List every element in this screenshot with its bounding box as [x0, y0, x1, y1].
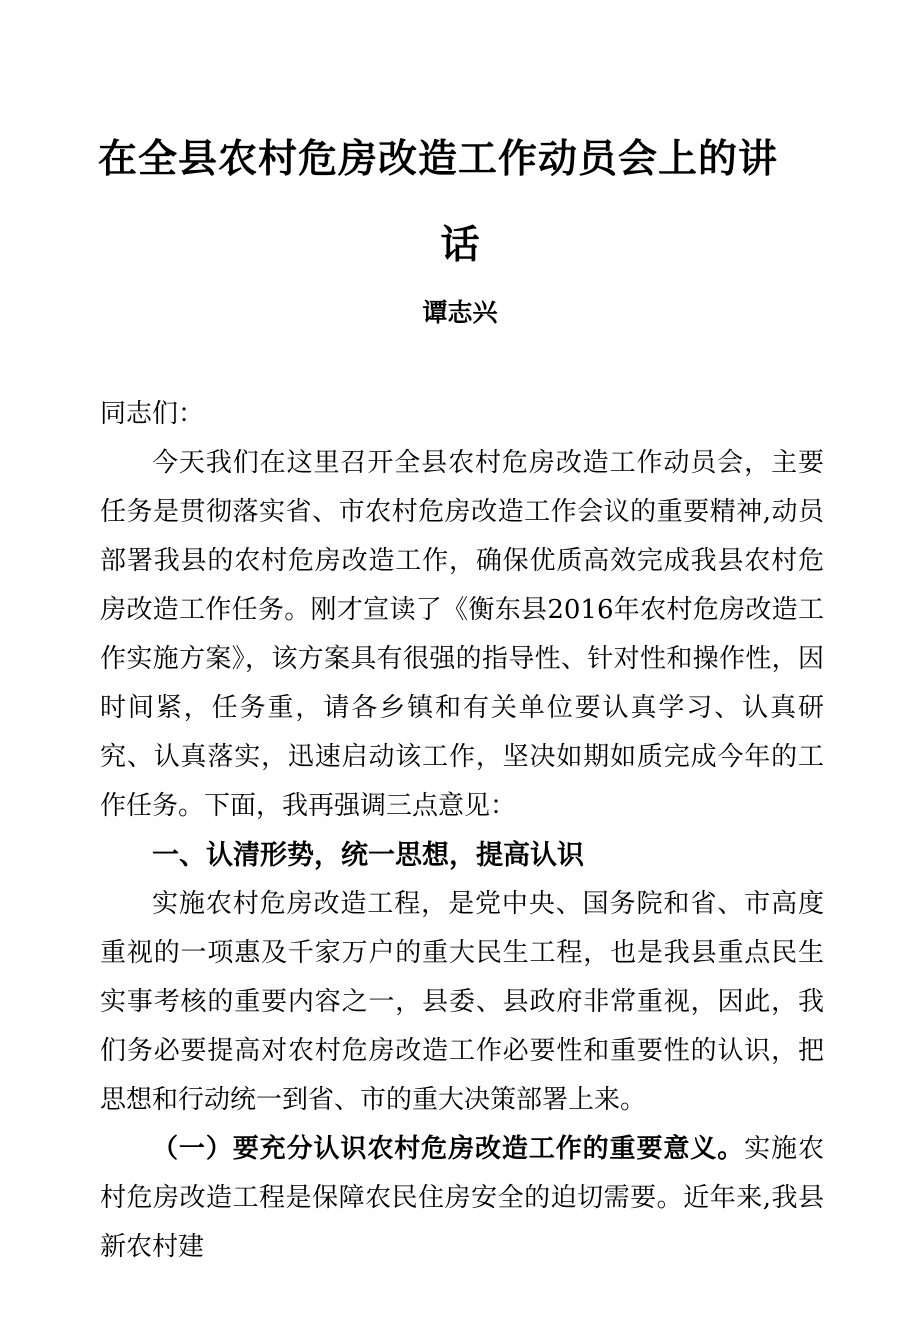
paragraph-subsection-1 [100, 1125, 824, 1272]
document-title-line-1: 在全县农村危房改造工作动员会上的讲 [98, 137, 779, 182]
document-body [100, 390, 824, 1272]
document-title-line-2: 话 [440, 223, 480, 268]
salutation: 同志们： [100, 399, 205, 429]
subsection-1-lead: （一）要充分认识农村危房改造工作的重要意义。 [152, 1134, 745, 1164]
section-heading-1: 一、认清形势，统一思想，提高认识 [152, 840, 584, 871]
paragraph-intro: 今天我们在这里召开全县农村危房改造工作动员会，主要任务是贯彻落实省、市农村危房改造工作会议的重要精神,动员部署我县的农村危房改造工作，确保优质高效完成我县农村危房改造工作任务。刚才宣读了《衡东县2016年农村危房改造工作实施方案》，该方案具有很强的指导性、针对性和操作性，因时间紧，任务重，请各乡镇和有关单位要认真学习、认真研究、认真落实，迅速启动该工作，坚决如期如质完成今年的工作任务。下面，我再强调三点意见： [100, 448, 824, 821]
subsection-1-text: 实施农村危房改造工程是保障农民住房安全的迫切需要。近年来,我县新农村建 [100, 1134, 824, 1262]
paragraph-section-1: 实施农村危房改造工程，是党中央、国务院和省、市高度重视的一项惠及千家万户的重大民生工程，也是我县重点民生实事考核的重要内容之一，县委、县政府非常重视，因此，我们务必要提高对农村危房改造工作必要性和重要性的认识，把思想和行动统一到省、市的重大决策部署上来。 [100, 889, 824, 1115]
author-name: 谭志兴 [422, 298, 498, 327]
